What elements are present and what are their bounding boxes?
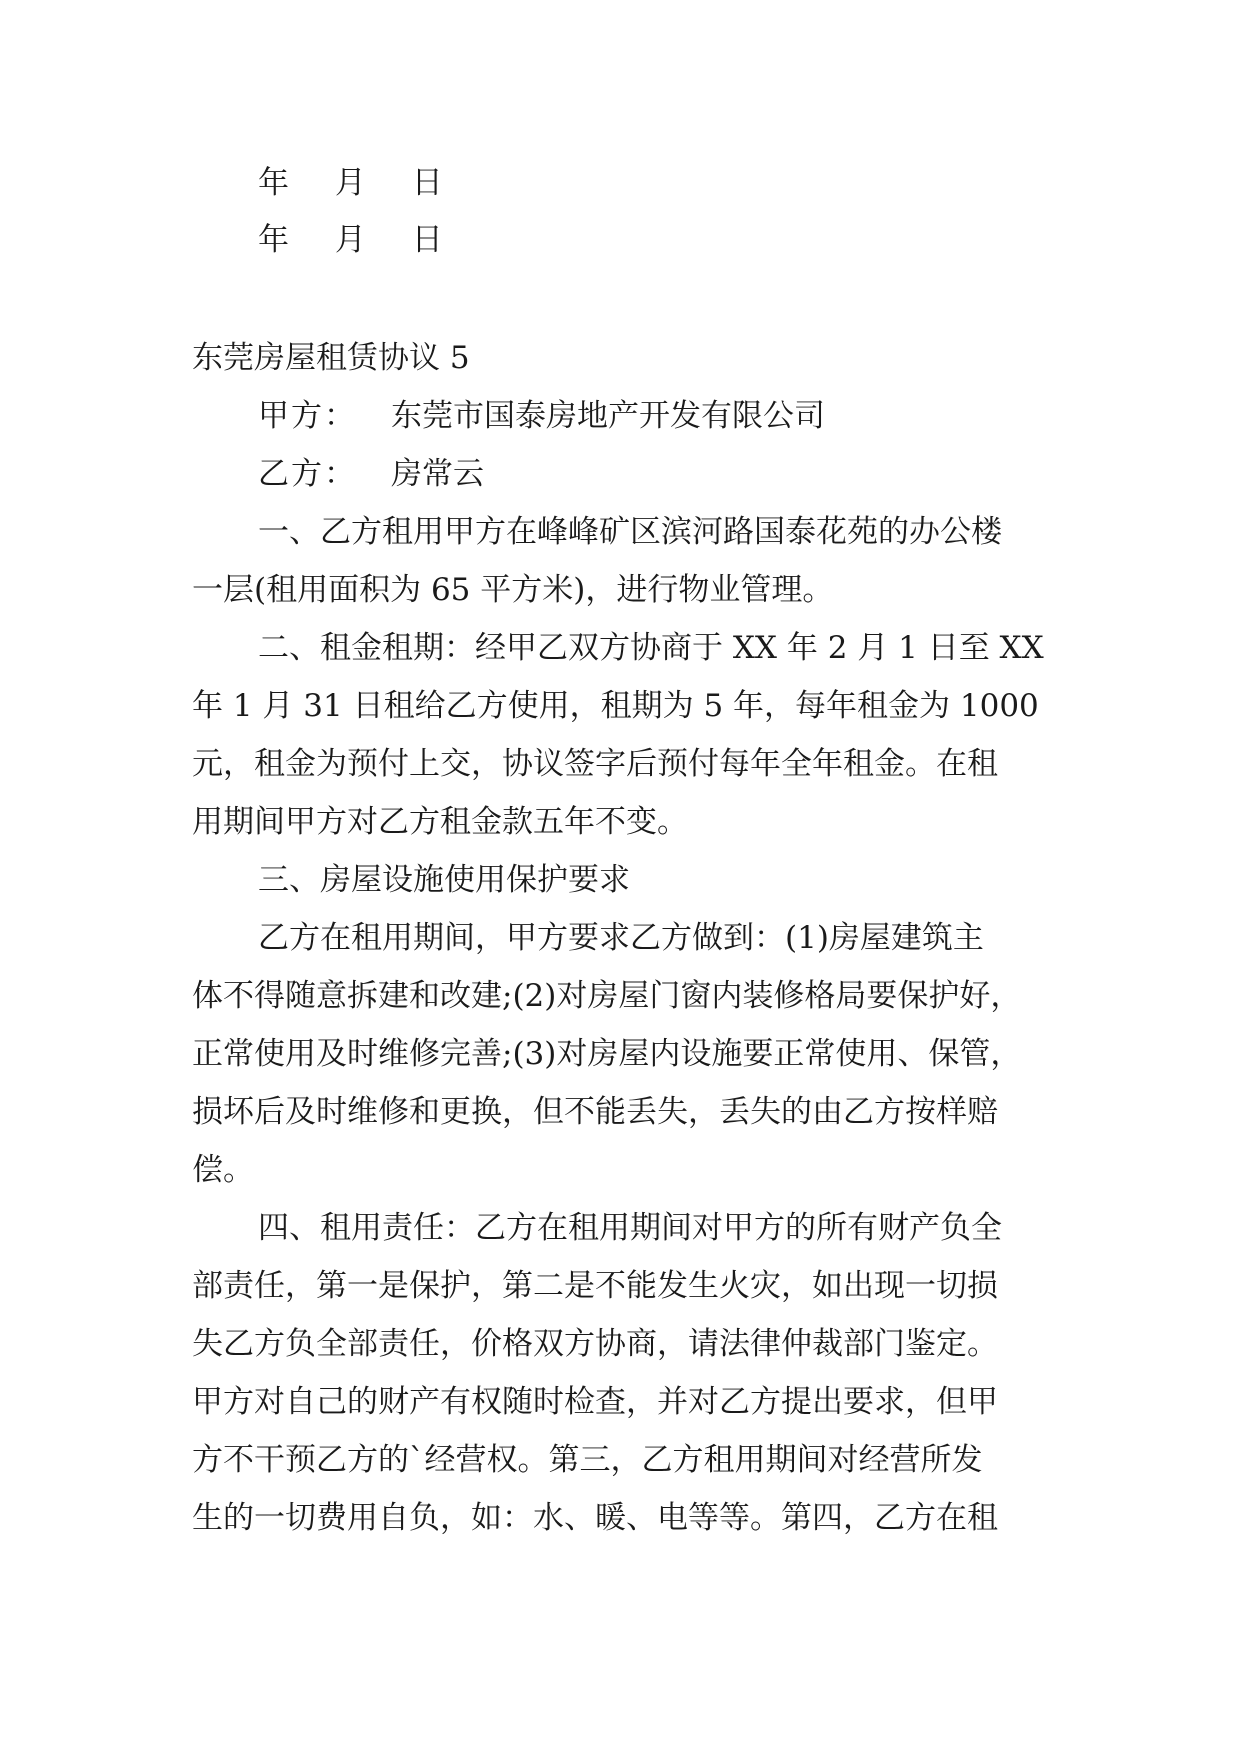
text-line: 乙方在租用期间，甲方要求乙方做到：(1)房屋建筑主 bbox=[258, 920, 984, 956]
text-line: 三、房屋设施使用保护要求 bbox=[258, 862, 630, 898]
text-line: 损坏后及时维修和更换，但不能丢失，丢失的由乙方按样赔 bbox=[192, 1094, 998, 1130]
text-line: 失乙方负全部责任，价格双方协商，请法律仲裁部门鉴定。 bbox=[192, 1326, 998, 1362]
text-line: 部责任，第一是保护，第二是不能发生火灾，如出现一切损 bbox=[192, 1268, 998, 1304]
text-line: 正常使用及时维修完善;(3)对房屋内设施要正常使用、保管， bbox=[192, 1036, 1022, 1072]
text-line: 用期间甲方对乙方租金款五年不变。 bbox=[192, 804, 688, 840]
date-line-2: 年 月 日 bbox=[258, 222, 461, 258]
text-line: 二、租金租期：经甲乙双方协商于 XX 年 2 月 1 日至 XX bbox=[258, 630, 1044, 666]
text-line: 方不干预乙方的`经营权。第三，乙方租用期间对经营所发 bbox=[192, 1442, 983, 1478]
party-b-line bbox=[258, 454, 484, 494]
text-line: 甲方对自己的财产有权随时检查，并对乙方提出要求，但甲 bbox=[192, 1384, 998, 1420]
party-a-line bbox=[258, 396, 825, 436]
party-a-label: 甲方： bbox=[258, 398, 357, 434]
party-b-name: 房常云 bbox=[391, 456, 484, 492]
text-line: 一层(租用面积为 65 平方米)，进行物业管理。 bbox=[192, 572, 834, 608]
text-line: 偿。 bbox=[192, 1152, 254, 1188]
document-title: 东莞房屋租赁协议 5 bbox=[192, 340, 470, 376]
text-line: 生的一切费用自负，如：水、暖、电等等。第四，乙方在租 bbox=[192, 1500, 998, 1536]
date-line-1: 年 月 日 bbox=[258, 165, 461, 201]
text-line: 体不得随意拆建和改建;(2)对房屋门窗内装修格局要保护好， bbox=[192, 978, 1022, 1014]
text-line: 四、租用责任：乙方在租用期间对甲方的所有财产负全 bbox=[258, 1210, 1002, 1246]
party-a-name: 东莞市国泰房地产开发有限公司 bbox=[391, 398, 825, 434]
text-line: 一、乙方租用甲方在峰峰矿区滨河路国泰花苑的办公楼 bbox=[258, 514, 1002, 550]
text-line: 元，租金为预付上交，协议签字后预付每年全年租金。在租 bbox=[192, 746, 998, 782]
party-b-label: 乙方： bbox=[258, 456, 357, 492]
text-line: 年 1 月 31 日租给乙方使用，租期为 5 年，每年租金为 1000 bbox=[192, 688, 1039, 724]
